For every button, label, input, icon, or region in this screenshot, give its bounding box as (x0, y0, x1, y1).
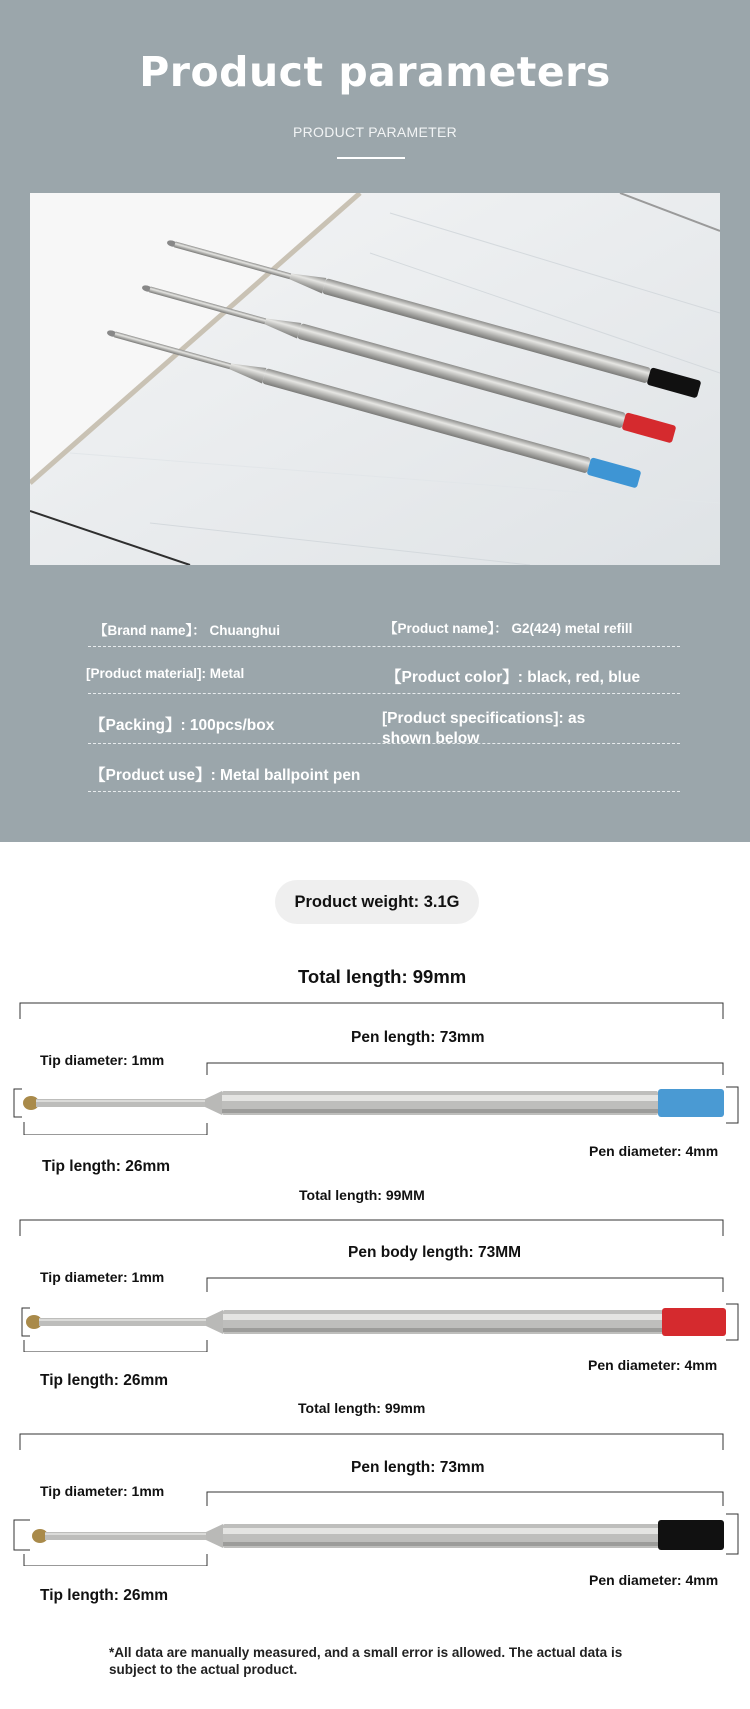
refills-illustration (30, 193, 720, 565)
total-length-label: Total length: 99MM (299, 1187, 425, 1203)
refill-body (32, 1520, 724, 1550)
page-subtitle: PRODUCT PARAMETER (292, 124, 458, 140)
title-underline (337, 157, 405, 159)
refill-body (23, 1089, 724, 1117)
product-photo (30, 193, 720, 565)
tip-diameter-label: Tip diameter: 1mm (40, 1483, 165, 1499)
pen-length-label: Pen body length: 73MM (348, 1244, 522, 1261)
spec-product-name: 【Product name】： G2(424) metal refill (384, 621, 633, 636)
tip-length-label: Tip length: 26mm (42, 1158, 171, 1175)
tip-length-label: Tip length: 26mm (40, 1587, 169, 1604)
spec-brand: 【Brand name】： Chuanghui (94, 623, 281, 638)
spec-divider (88, 743, 680, 744)
cap-color (662, 1308, 726, 1336)
spec-divider (88, 693, 680, 694)
pen-diameter-label: Pen diameter: 4mm (589, 1143, 719, 1159)
spec-divider (88, 646, 680, 647)
cap-color (658, 1089, 724, 1117)
pen-length-label: Pen length: 73mm (351, 1459, 485, 1476)
spec-packing: 【Packing】: 100pcs/box (90, 717, 275, 734)
parameters-header-section (0, 0, 750, 842)
tip-diameter-label: Tip diameter: 1mm (40, 1269, 165, 1285)
total-length-label: Total length: 99mm (298, 966, 467, 987)
tip-diameter-label: Tip diameter: 1mm (40, 1052, 165, 1068)
spec-material: [Product material]: Metal (86, 666, 245, 681)
product-weight-badge: Product weight: 3.1G (275, 880, 479, 924)
spec-use: 【Product use】: Metal ballpoint pen (90, 767, 361, 784)
refill-body (26, 1308, 726, 1336)
refill-diagram-black (0, 1426, 750, 1566)
pen-length-label: Pen length: 73mm (351, 1029, 485, 1046)
page-title: Product parameters (139, 48, 611, 96)
total-length-label: Total length: 99mm (298, 1400, 426, 1416)
spec-divider (88, 791, 680, 792)
refill-diagram-red (0, 1212, 750, 1352)
pen-diameter-label: Pen diameter: 4mm (589, 1572, 719, 1588)
spec-specifications: [Product specifications]: as shown below (382, 710, 586, 747)
spec-color: 【Product color】: black, red, blue (386, 669, 641, 686)
measurement-disclaimer: *All data are manually measured, and a small error is allowed. The actual data is subject to the actual product. (109, 1645, 623, 1677)
cap-color (658, 1520, 724, 1550)
tip-length-label: Tip length: 26mm (40, 1372, 169, 1389)
refill-diagram-blue (0, 995, 750, 1135)
pen-diameter-label: Pen diameter: 4mm (588, 1357, 718, 1373)
